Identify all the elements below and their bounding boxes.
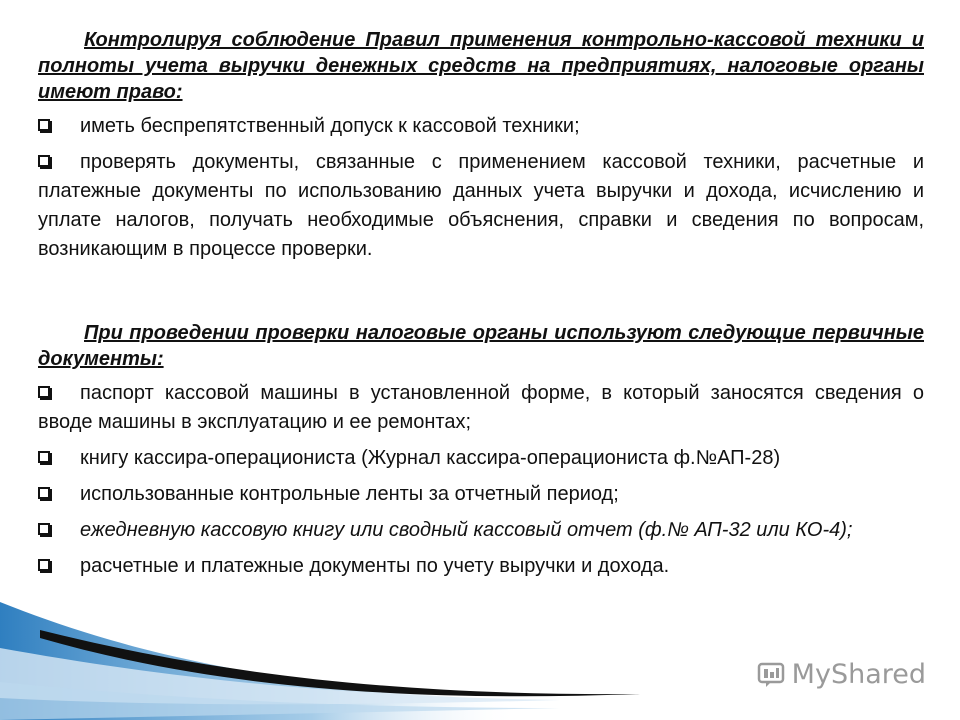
list-item	[38, 112, 924, 141]
list-item-text: ежедневную кассовую книгу или сводный кассовый отчет (ф.№ АП-32 или КО-4);	[80, 519, 853, 541]
section1-list	[38, 112, 924, 264]
list-item-text: использованные контрольные ленты за отчетный период;	[80, 483, 619, 505]
list-item	[38, 552, 924, 581]
section1-heading: Контролируя соблюдение Правил применения контрольно-кассовой техники и полноты учета выручки денежных средств на предприятиях, налоговые органы имеют право:	[38, 29, 924, 103]
list-item-text: иметь беспрепятственный допуск к кассовой техники;	[80, 115, 580, 137]
checkbox-bullet-icon	[38, 523, 50, 535]
list-item	[38, 444, 924, 473]
list-item	[38, 379, 924, 437]
list-item-text: книгу кассира-операциониста (Журнал кассира-операциониста ф.№АП-28)	[80, 447, 781, 469]
checkbox-bullet-icon	[38, 451, 50, 463]
watermark-text: MyShared	[791, 658, 926, 690]
watermark	[756, 656, 926, 692]
checkbox-bullet-icon	[38, 386, 50, 398]
checkbox-bullet-icon	[38, 487, 50, 499]
list-item-text: проверять документы, связанные с применением кассовой техники, расчетные и платежные документы по использованию данных учета выручки и дохода, исчислению и уплате налогов, получать необходимые объяснения, справки и сведения по вопросам, возникающим в процессе проверки.	[38, 151, 924, 260]
list-item	[38, 480, 924, 509]
section2-list	[38, 379, 924, 581]
list-item	[38, 148, 924, 264]
checkbox-bullet-icon	[38, 559, 50, 571]
decorative-swoosh	[0, 590, 960, 720]
list-item-text: расчетные и платежные документы по учету выручки и дохода.	[80, 555, 670, 577]
list-item-text: паспорт кассовой машины в установленной форме, в который заносятся сведения о вводе машины в эксплуатацию и ее ремонтах;	[38, 382, 924, 433]
list-item	[38, 516, 924, 545]
myshared-logo-icon	[756, 659, 786, 689]
section2-heading: При проведении проверки налоговые органы используют следующие первичные документы:	[38, 322, 924, 370]
checkbox-bullet-icon	[38, 119, 50, 131]
slide-content	[38, 22, 924, 581]
checkbox-bullet-icon	[38, 155, 50, 167]
